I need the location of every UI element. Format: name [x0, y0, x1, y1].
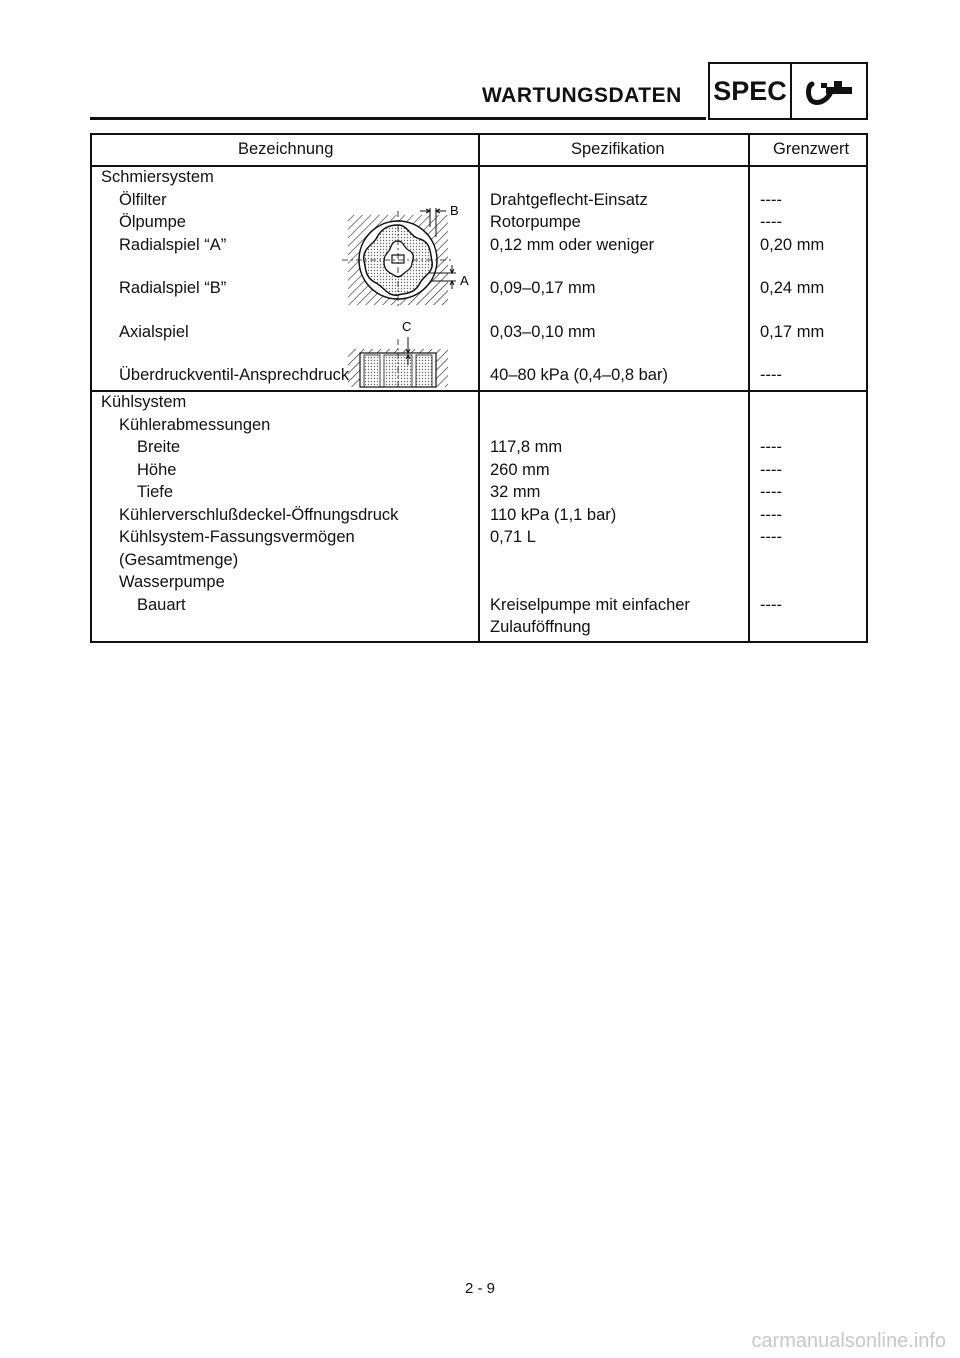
row-label-continued: (Gesamtmenge) — [119, 550, 239, 569]
row-label: Ölpumpe — [119, 213, 186, 231]
row-label: Kühlerverschlußdeckel-Öffnungsdruck — [119, 505, 399, 524]
row-spec: Kreiselpumpe mit einfacher — [490, 595, 690, 614]
row-limit: ---- — [760, 505, 782, 524]
table-row — [92, 437, 866, 460]
row-spec: 0,03–0,10 mm — [490, 322, 596, 341]
section-label: Schmiersystem — [101, 168, 214, 186]
row-limit: ---- — [760, 213, 782, 231]
table-row — [92, 235, 866, 258]
table-row — [92, 415, 866, 438]
table-row — [92, 365, 866, 390]
table-row — [92, 167, 866, 190]
row-limit: ---- — [760, 190, 782, 209]
row-limit: ---- — [760, 483, 782, 501]
dimension-label-a: A — [460, 273, 469, 288]
table-row — [92, 505, 866, 528]
table-row — [92, 617, 866, 641]
row-label: Radialspiel “B” — [119, 279, 227, 297]
row-limit: ---- — [760, 528, 782, 546]
row-gap — [92, 301, 866, 322]
table-row — [92, 550, 866, 573]
row-gap — [92, 257, 866, 278]
table-row — [92, 278, 866, 301]
row-label: Ölfilter — [119, 190, 167, 209]
row-limit: ---- — [760, 460, 782, 479]
row-limit: ---- — [760, 438, 782, 456]
table-row — [92, 190, 866, 213]
row-spec: 0,09–0,17 mm — [490, 279, 596, 297]
cooling-section — [92, 390, 866, 641]
row-label: Breite — [137, 438, 181, 456]
watermark: carmanualsonline.info — [751, 1330, 946, 1352]
spec-table — [90, 133, 868, 643]
table-row — [92, 572, 866, 595]
table-row — [92, 392, 866, 415]
row-label: Bauart — [137, 595, 186, 614]
column-header-grenzwert: Grenzwert — [773, 140, 850, 158]
table-row — [92, 527, 866, 550]
row-limit: ---- — [760, 366, 782, 384]
row-label: Kühlsystem-Fassungsvermögen — [119, 528, 355, 546]
dimension-label-c: C — [402, 319, 412, 334]
row-spec: Drahtgeflecht-Einsatz — [490, 190, 648, 209]
spec-badge: SPEC — [708, 62, 792, 120]
page-number: 2 - 9 — [464, 1280, 495, 1297]
table-row — [92, 595, 866, 618]
table-row — [92, 212, 866, 235]
row-spec: 40–80 kPa (0,4–0,8 bar) — [490, 366, 668, 384]
row-gap — [92, 344, 866, 365]
row-label: Axialspiel — [119, 322, 189, 341]
row-spec: 32 mm — [490, 483, 541, 501]
subsection-label: Wasserpumpe — [119, 573, 225, 591]
subsection-label: Kühlerabmessungen — [119, 415, 271, 434]
header-rule — [90, 117, 706, 120]
row-spec: 110 kPa (1,1 bar) — [490, 505, 617, 524]
row-label: Radialspiel “A” — [119, 235, 227, 254]
table-row — [92, 460, 866, 483]
row-label: Überdruckventil-Ansprechdruck — [119, 366, 350, 384]
row-label: Höhe — [137, 460, 177, 479]
row-spec: 0,12 mm oder weniger — [490, 235, 655, 254]
lubrication-section — [92, 167, 866, 390]
table-row — [92, 322, 866, 345]
column-header-bezeichnung: Bezeichnung — [238, 140, 334, 158]
row-limit: ---- — [760, 595, 782, 614]
page-title: WARTUNGSDATEN — [482, 84, 682, 107]
section-label: Kühlsystem — [101, 393, 187, 411]
row-spec: 117,8 mm — [490, 438, 563, 456]
table-header-row — [92, 135, 866, 167]
caliper-icon — [804, 78, 856, 108]
row-spec: 260 mm — [490, 460, 550, 479]
caliper-icon-box — [790, 62, 868, 120]
dimension-label-b: B — [450, 203, 459, 218]
row-limit: 0,24 mm — [760, 279, 825, 297]
row-limit: 0,20 mm — [760, 235, 825, 254]
row-spec: 0,71 L — [490, 528, 536, 546]
row-spec: Rotorpumpe — [490, 213, 581, 231]
column-header-spezifikation: Spezifikation — [571, 140, 665, 158]
row-label: Tiefe — [137, 483, 174, 501]
table-row — [92, 482, 866, 505]
row-limit: 0,17 mm — [760, 322, 825, 341]
row-spec-continued: Zulauföffnung — [490, 618, 591, 636]
